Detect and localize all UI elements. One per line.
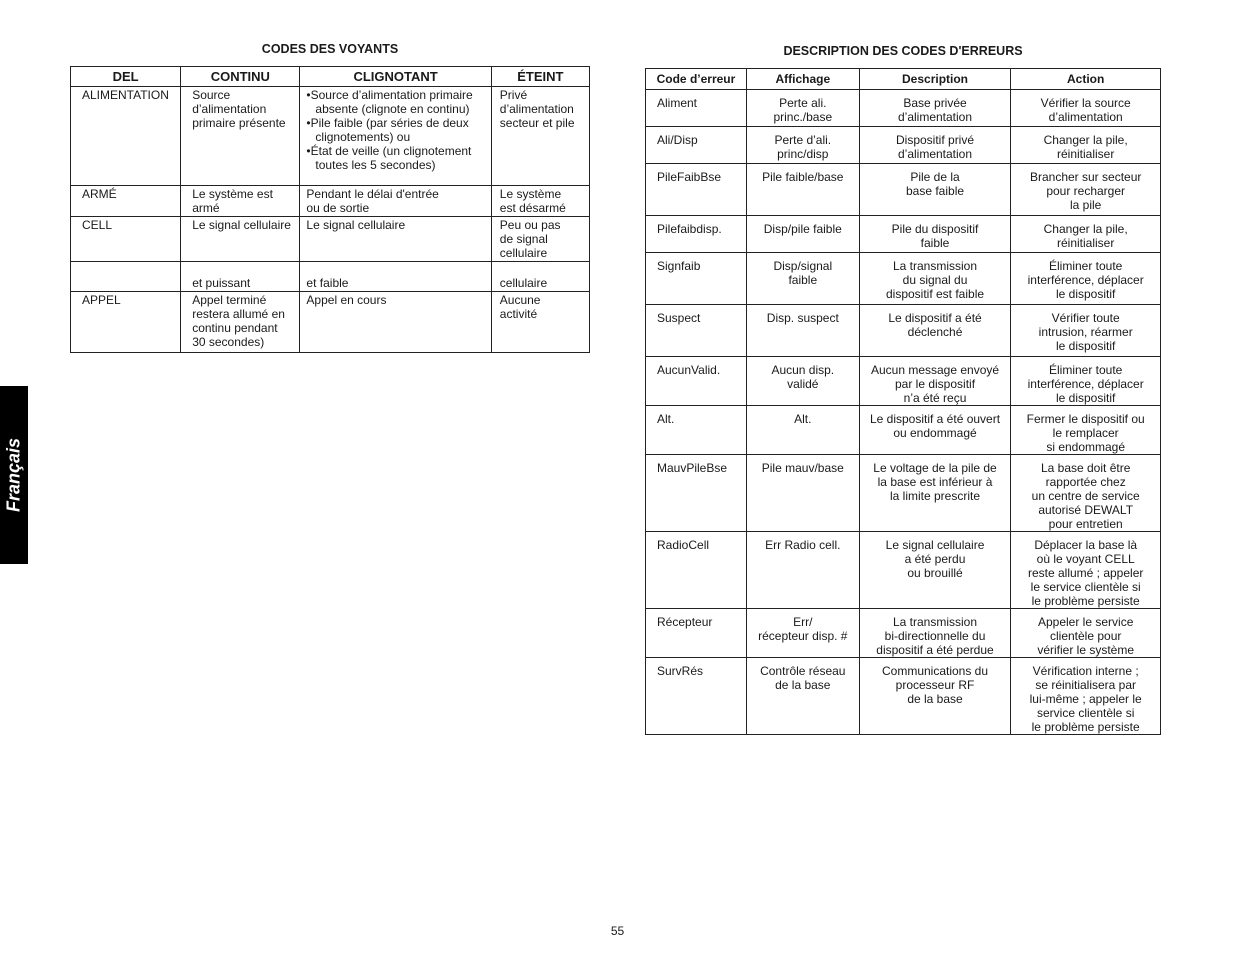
error-code: AucunValid. bbox=[646, 357, 747, 406]
error-affichage-line: récepteur disp. # bbox=[758, 629, 848, 643]
error-action-line: interférence, déplacer bbox=[1027, 273, 1144, 287]
error-action bbox=[1011, 216, 1161, 253]
error-action-line: service clientèle si bbox=[1036, 706, 1135, 720]
error-description-line: Le dispositif a été ouvert bbox=[869, 412, 1001, 426]
error-affichage bbox=[746, 127, 859, 164]
error-description-line: Pile du dispositif bbox=[891, 222, 979, 236]
error-action-line: le dispositif bbox=[1055, 339, 1116, 353]
error-action-line: la pile bbox=[1070, 198, 1102, 212]
error-action-line: le service clientèle si bbox=[1030, 580, 1141, 594]
error-action-line: Vérifier toute bbox=[1051, 311, 1120, 325]
error-action-line: rapportée chez bbox=[1045, 475, 1126, 489]
error-description bbox=[859, 455, 1011, 532]
error-action-line: Brancher sur secteur bbox=[1029, 170, 1142, 184]
cell-eteint: cellulaire bbox=[491, 262, 589, 292]
cell-clignotant: Pendant le délai d'entrée ou de sortie bbox=[300, 186, 491, 217]
error-affichage-line: Disp/signal bbox=[773, 259, 833, 273]
bullet-item: • Source d’alimentation primaire absente (clignote en continu) bbox=[306, 88, 484, 116]
error-affichage-line: princ/disp bbox=[777, 147, 829, 161]
error-description-line: Aucun message envoyé bbox=[870, 363, 1000, 377]
error-affichage-line: Alt. bbox=[794, 412, 812, 426]
error-action-line: un centre de service bbox=[1031, 489, 1140, 503]
header-eteint: ÉTEINT bbox=[491, 67, 589, 87]
error-action-line: réinitialiser bbox=[1057, 236, 1115, 250]
error-affichage-line: validé bbox=[787, 377, 819, 391]
error-description bbox=[859, 357, 1011, 406]
header-code: Code d’erreur bbox=[646, 69, 747, 90]
error-action-line: lui-même ; appeler le bbox=[1029, 692, 1142, 706]
error-description bbox=[859, 253, 1011, 305]
error-action-line: pour recharger bbox=[1046, 184, 1126, 198]
error-code: PileFaibBse bbox=[646, 164, 747, 216]
voyants-row-cell-continued bbox=[71, 262, 590, 292]
cell-eteint: Peu ou pas de signal cellulaire bbox=[491, 217, 589, 262]
error-row bbox=[646, 216, 1161, 253]
header-del: DEL bbox=[71, 67, 181, 87]
error-action bbox=[1011, 90, 1161, 127]
error-description bbox=[859, 216, 1011, 253]
error-description-line: dispositif a été perdue bbox=[876, 643, 994, 657]
cell-clignotant bbox=[300, 87, 491, 186]
error-action-line: si endommagé bbox=[1046, 440, 1126, 454]
error-description-line: a été perdu bbox=[904, 552, 966, 566]
error-code: Récepteur bbox=[646, 609, 747, 658]
error-description-line: la base est inférieur à bbox=[877, 475, 993, 489]
error-action-line: le remplacer bbox=[1052, 426, 1119, 440]
error-action-line: le dispositif bbox=[1055, 287, 1116, 301]
error-description-line: de la base bbox=[907, 692, 963, 706]
error-row bbox=[646, 357, 1161, 406]
cell-clignotant: Le signal cellulaire bbox=[300, 217, 491, 262]
cell-del: ARMÉ bbox=[71, 186, 181, 217]
error-description-line: Le dispositif a été bbox=[888, 311, 982, 325]
voyants-header-row bbox=[71, 67, 590, 87]
error-description-line: processeur RF bbox=[895, 678, 975, 692]
erreurs-body bbox=[646, 90, 1161, 735]
error-action bbox=[1011, 127, 1161, 164]
erreurs-header-row bbox=[646, 69, 1161, 90]
error-action-line: interférence, déplacer bbox=[1027, 377, 1144, 391]
error-affichage bbox=[746, 164, 859, 216]
error-description-line: du signal du bbox=[902, 273, 968, 287]
error-affichage-line: Disp. suspect bbox=[766, 311, 839, 325]
error-description bbox=[859, 406, 1011, 455]
erreurs-table bbox=[645, 68, 1161, 735]
error-affichage-line: Pile faible/base bbox=[762, 170, 844, 184]
error-affichage-line: princ./base bbox=[773, 110, 833, 124]
error-description-line: d’alimentation bbox=[897, 110, 973, 124]
error-description-line: déclenché bbox=[907, 325, 963, 339]
error-affichage bbox=[746, 216, 859, 253]
error-affichage bbox=[746, 90, 859, 127]
error-description-line: dispositif est faible bbox=[885, 287, 985, 301]
error-description-line: La transmission bbox=[892, 615, 978, 629]
cell-clignotant: et faible bbox=[300, 262, 491, 292]
error-action-line: clientèle pour bbox=[1049, 629, 1122, 643]
error-description-line: faible bbox=[920, 236, 950, 250]
cell-continu: Le signal cellulaire bbox=[181, 217, 300, 262]
error-action-line: se réinitialisera par bbox=[1035, 678, 1137, 692]
error-description bbox=[859, 164, 1011, 216]
error-action-line: La base doit être bbox=[1040, 461, 1131, 475]
error-affichage-line: Perte ali. bbox=[779, 96, 827, 110]
header-continu: CONTINU bbox=[181, 67, 300, 87]
voyants-row-appel bbox=[71, 292, 590, 353]
error-action bbox=[1011, 609, 1161, 658]
error-description-line: la limite prescrite bbox=[890, 489, 981, 503]
error-description-line: base faible bbox=[905, 184, 965, 198]
error-action-line: intrusion, réarmer bbox=[1038, 325, 1133, 339]
error-action-line: d’alimentation bbox=[1048, 110, 1123, 124]
error-description-line: Communications du bbox=[881, 664, 989, 678]
error-affichage bbox=[746, 357, 859, 406]
error-affichage bbox=[746, 658, 859, 735]
error-description-line: ou endommagé bbox=[893, 426, 977, 440]
header-affichage: Affichage bbox=[746, 69, 859, 90]
cell-continu: et puissant bbox=[181, 262, 300, 292]
cell-del: APPEL bbox=[71, 292, 181, 353]
error-row bbox=[646, 658, 1161, 735]
error-description-line: bi-directionnelle du bbox=[884, 629, 986, 643]
error-action bbox=[1011, 532, 1161, 609]
header-clignotant: CLIGNOTANT bbox=[300, 67, 491, 87]
bullet-item: • État de veille (un clignotement toutes les 5 secondes) bbox=[306, 144, 484, 172]
error-description-line: ou brouillé bbox=[907, 566, 963, 580]
error-action-line: réinitialiser bbox=[1057, 147, 1115, 161]
error-action bbox=[1011, 305, 1161, 357]
error-affichage bbox=[746, 253, 859, 305]
error-action-line: reste allumé ; appeler bbox=[1027, 566, 1144, 580]
error-action-line: Vérifier la source bbox=[1040, 96, 1131, 110]
error-affichage-line: Err Radio cell. bbox=[765, 538, 841, 552]
error-action bbox=[1011, 406, 1161, 455]
cell-continu: Source d’alimentation primaire présente bbox=[181, 87, 300, 186]
header-action: Action bbox=[1011, 69, 1161, 90]
cell-del: ALIMENTATION bbox=[71, 87, 181, 186]
error-action-line: Appeler le service bbox=[1037, 615, 1134, 629]
error-affichage-line: faible bbox=[788, 273, 818, 287]
error-row bbox=[646, 609, 1161, 658]
error-action bbox=[1011, 253, 1161, 305]
language-tab-label: Français bbox=[3, 437, 24, 513]
error-affichage bbox=[746, 532, 859, 609]
error-action-line: Fermer le dispositif ou bbox=[1026, 412, 1145, 426]
error-description-line: d’alimentation bbox=[897, 147, 973, 161]
error-code: Suspect bbox=[646, 305, 747, 357]
error-code: Pilefaibdisp. bbox=[646, 216, 747, 253]
erreurs-title: DESCRIPTION DES CODES D'ERREURS bbox=[783, 44, 1023, 58]
error-description-line: La transmission bbox=[892, 259, 978, 273]
error-action bbox=[1011, 357, 1161, 406]
page-number: 55 bbox=[610, 924, 625, 938]
error-affichage-line: Perte d’ali. bbox=[774, 133, 832, 147]
error-code: MauvPileBse bbox=[646, 455, 747, 532]
error-action-line: vérifier le système bbox=[1037, 643, 1135, 657]
header-description: Description bbox=[859, 69, 1011, 90]
error-row bbox=[646, 305, 1161, 357]
error-action-line: Déplacer la base là bbox=[1034, 538, 1138, 552]
error-action-line: le problème persiste bbox=[1031, 594, 1140, 608]
error-row bbox=[646, 164, 1161, 216]
error-action-line: autorisé DEWALT bbox=[1038, 503, 1134, 517]
error-action bbox=[1011, 658, 1161, 735]
error-row bbox=[646, 253, 1161, 305]
error-affichage-line: de la base bbox=[775, 678, 831, 692]
cell-continu: Appel terminé restera allumé en continu pendant 30 secondes) bbox=[181, 292, 300, 353]
error-affichage bbox=[746, 305, 859, 357]
error-action bbox=[1011, 164, 1161, 216]
error-affichage-line: Aucun disp. bbox=[771, 363, 835, 377]
error-description bbox=[859, 532, 1011, 609]
cell-del: CELL bbox=[71, 217, 181, 262]
error-affichage-line: Disp/pile faible bbox=[763, 222, 842, 236]
error-description-line: Le signal cellulaire bbox=[885, 538, 985, 552]
error-description bbox=[859, 90, 1011, 127]
voyants-title: CODES DES VOYANTS bbox=[261, 42, 399, 56]
cell-clignotant: Appel en cours bbox=[300, 292, 491, 353]
voyants-table bbox=[70, 66, 590, 353]
error-row bbox=[646, 90, 1161, 127]
language-tab bbox=[0, 386, 28, 564]
error-action-line: Changer la pile, bbox=[1043, 222, 1128, 236]
error-code: SurvRés bbox=[646, 658, 747, 735]
error-description-line: Le voltage de la pile de bbox=[873, 461, 997, 475]
error-action-line: Éliminer toute bbox=[1048, 363, 1123, 377]
error-description bbox=[859, 658, 1011, 735]
error-description-line: Pile de la bbox=[910, 170, 960, 184]
error-code: Aliment bbox=[646, 90, 747, 127]
error-code: RadioCell bbox=[646, 532, 747, 609]
error-code: Signfaib bbox=[646, 253, 747, 305]
error-action bbox=[1011, 455, 1161, 532]
error-description-line: par le dispositif bbox=[894, 377, 976, 391]
error-description bbox=[859, 127, 1011, 164]
voyants-row-arme bbox=[71, 186, 590, 217]
cell-eteint: Le système est désarmé bbox=[491, 186, 589, 217]
error-description-line: Dispositif privé bbox=[896, 133, 975, 147]
error-row bbox=[646, 455, 1161, 532]
error-affichage bbox=[746, 406, 859, 455]
error-action-line: le dispositif bbox=[1055, 391, 1116, 405]
error-description-line: n’a été reçu bbox=[903, 391, 967, 405]
error-affichage-line: Pile mauv/base bbox=[761, 461, 844, 475]
voyants-row-cell bbox=[71, 217, 590, 262]
error-affichage bbox=[746, 455, 859, 532]
error-action-line: Vérification interne ; bbox=[1032, 664, 1139, 678]
cell-del bbox=[71, 262, 181, 292]
error-action-line: le problème persiste bbox=[1031, 720, 1140, 734]
error-code: Ali/Disp bbox=[646, 127, 747, 164]
error-row bbox=[646, 406, 1161, 455]
error-affichage bbox=[746, 609, 859, 658]
voyants-row-alimentation bbox=[71, 87, 590, 186]
error-action-line: pour entretien bbox=[1048, 517, 1123, 531]
error-row bbox=[646, 127, 1161, 164]
error-description bbox=[859, 305, 1011, 357]
cell-eteint: Aucune activité bbox=[491, 292, 589, 353]
error-action-line: Changer la pile, bbox=[1043, 133, 1128, 147]
bullet-item: • Pile faible (par séries de deux clignotements) ou bbox=[306, 116, 484, 144]
error-code: Alt. bbox=[646, 406, 747, 455]
error-affichage-line: Contrôle réseau bbox=[760, 664, 846, 678]
cell-eteint: Privé d’alimentation secteur et pile bbox=[491, 87, 589, 186]
error-action-line: où le voyant CELL bbox=[1036, 552, 1135, 566]
cell-continu: Le système est armé bbox=[181, 186, 300, 217]
error-action-line: Éliminer toute bbox=[1048, 259, 1123, 273]
error-description-line: Base privée bbox=[903, 96, 967, 110]
error-affichage-line: Err/ bbox=[793, 615, 813, 629]
error-description bbox=[859, 609, 1011, 658]
error-row bbox=[646, 532, 1161, 609]
